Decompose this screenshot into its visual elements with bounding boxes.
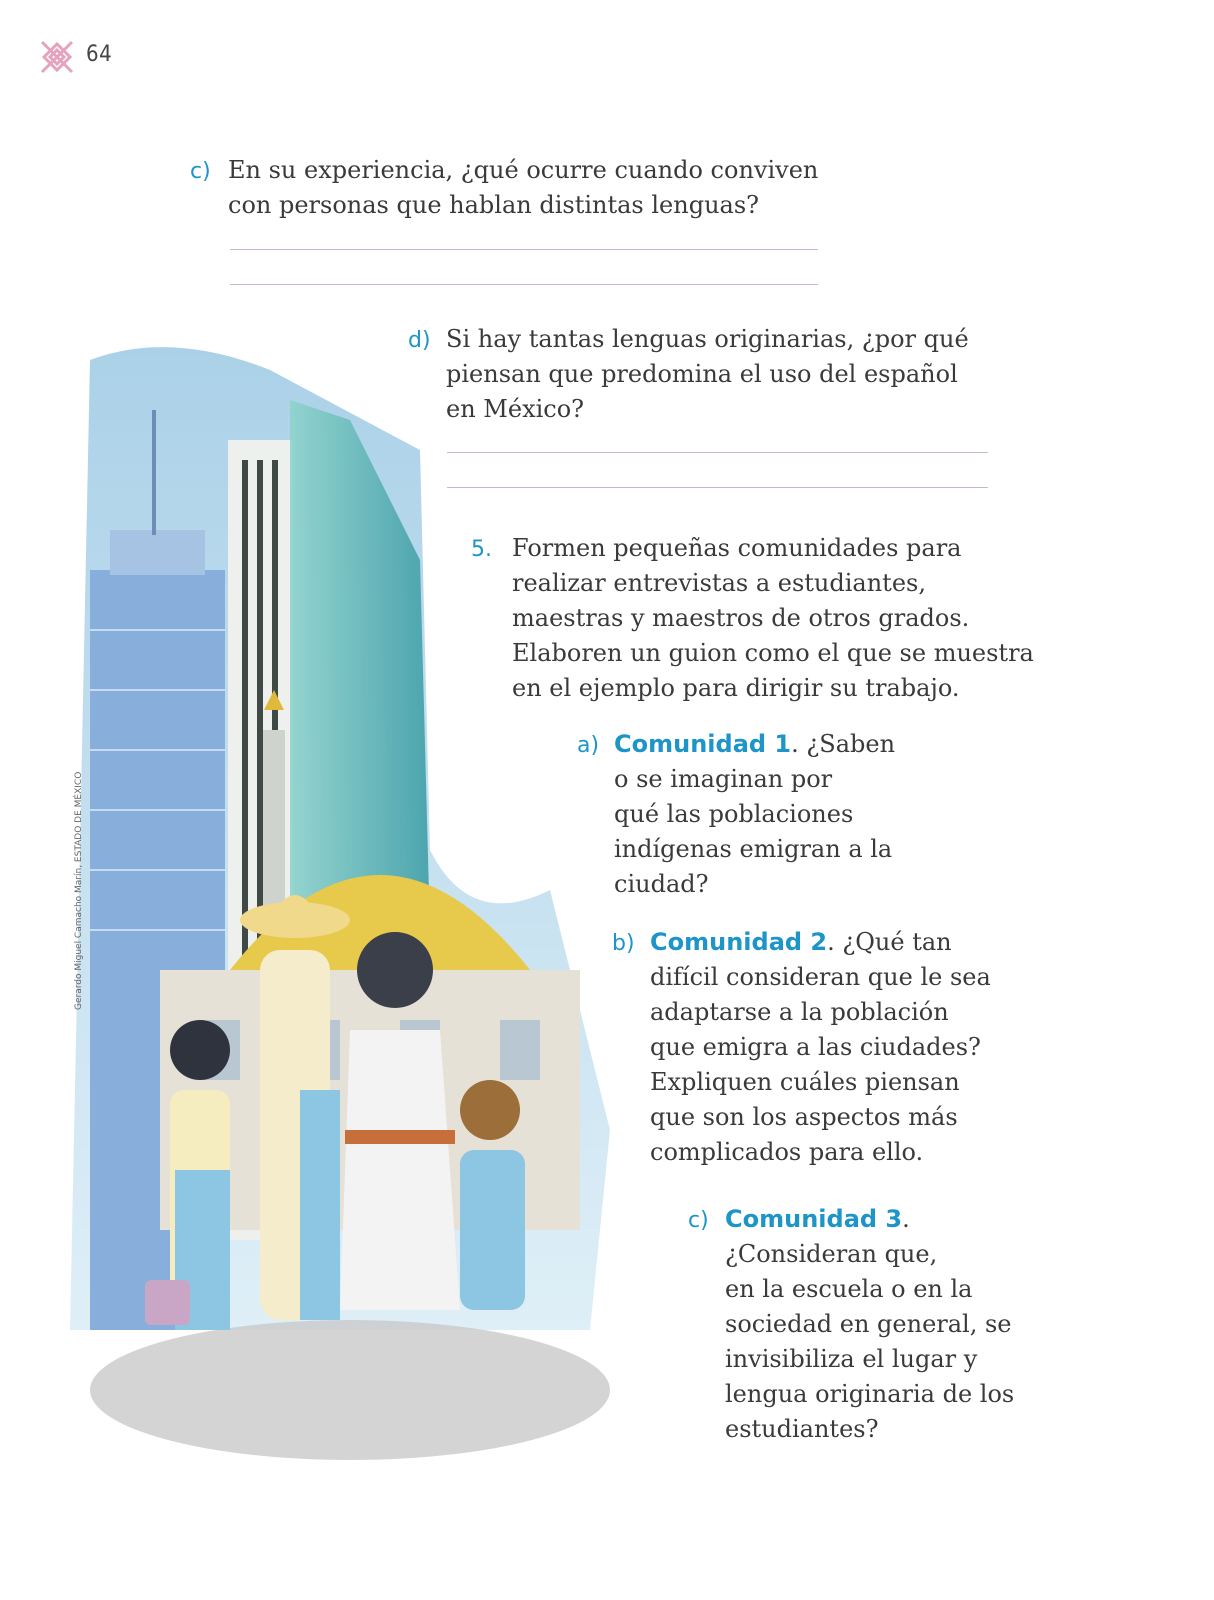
item-number: 5. (471, 537, 492, 562)
community-title: Comunidad 1 (614, 730, 792, 758)
answer-line[interactable] (447, 452, 988, 453)
question-a-text: Comunidad 1. ¿Saben o se imaginan por qué las poblaciones indígenas emigran a la ciudad? (614, 730, 896, 898)
question-b-text: Comunidad 2. ¿Qué tan difícil consideran que le sea adaptarse a la población que emigra a las ciudades? Expliquen cuáles piensan que son los aspectos más complicados para ello. (650, 928, 991, 1166)
page-number: 64 (86, 42, 113, 67)
page-logo-icon (38, 38, 76, 76)
illustration-credit: Gerardo Miguel Camacho Marín, ESTADO DE MÉXICO (74, 771, 84, 1010)
question-a (577, 727, 599, 763)
answer-line[interactable] (230, 284, 818, 285)
question-c-bottom (688, 1202, 709, 1238)
question-b (612, 925, 635, 961)
question-c-text: En su experiencia, ¿qué ocurre cuando conviven con personas que hablan distintas lenguas? (228, 156, 819, 219)
answer-line[interactable] (230, 249, 818, 250)
question-letter: c) (688, 1208, 709, 1233)
city-family-illustration (50, 330, 630, 1500)
question-letter: c) (190, 159, 211, 184)
question-c-top (190, 153, 211, 189)
answer-line[interactable] (447, 487, 988, 488)
question-d (408, 322, 431, 358)
community-title: Comunidad 3 (725, 1205, 903, 1233)
item-5-text: Formen pequeñas comunidades para realizar entrevistas a estudiantes, maestras y maestros de otros grados. Elaboren un guion como el que se muestra en el ejemplo para dirigir su trabajo. (512, 534, 1034, 702)
question-letter: b) (612, 931, 635, 956)
community-title: Comunidad 2 (650, 928, 828, 956)
item-5 (471, 531, 492, 567)
question-letter: d) (408, 328, 431, 353)
question-letter: a) (577, 733, 600, 758)
question-c-bottom-text: Comunidad 3. ¿Consideran que, en la escuela o en la sociedad en general, se invisibiliza el lugar y lengua originaria de los estudiantes? (725, 1205, 1015, 1443)
question-d-text: Si hay tantas lenguas originarias, ¿por qué piensan que predomina el uso del español en México? (446, 325, 969, 423)
